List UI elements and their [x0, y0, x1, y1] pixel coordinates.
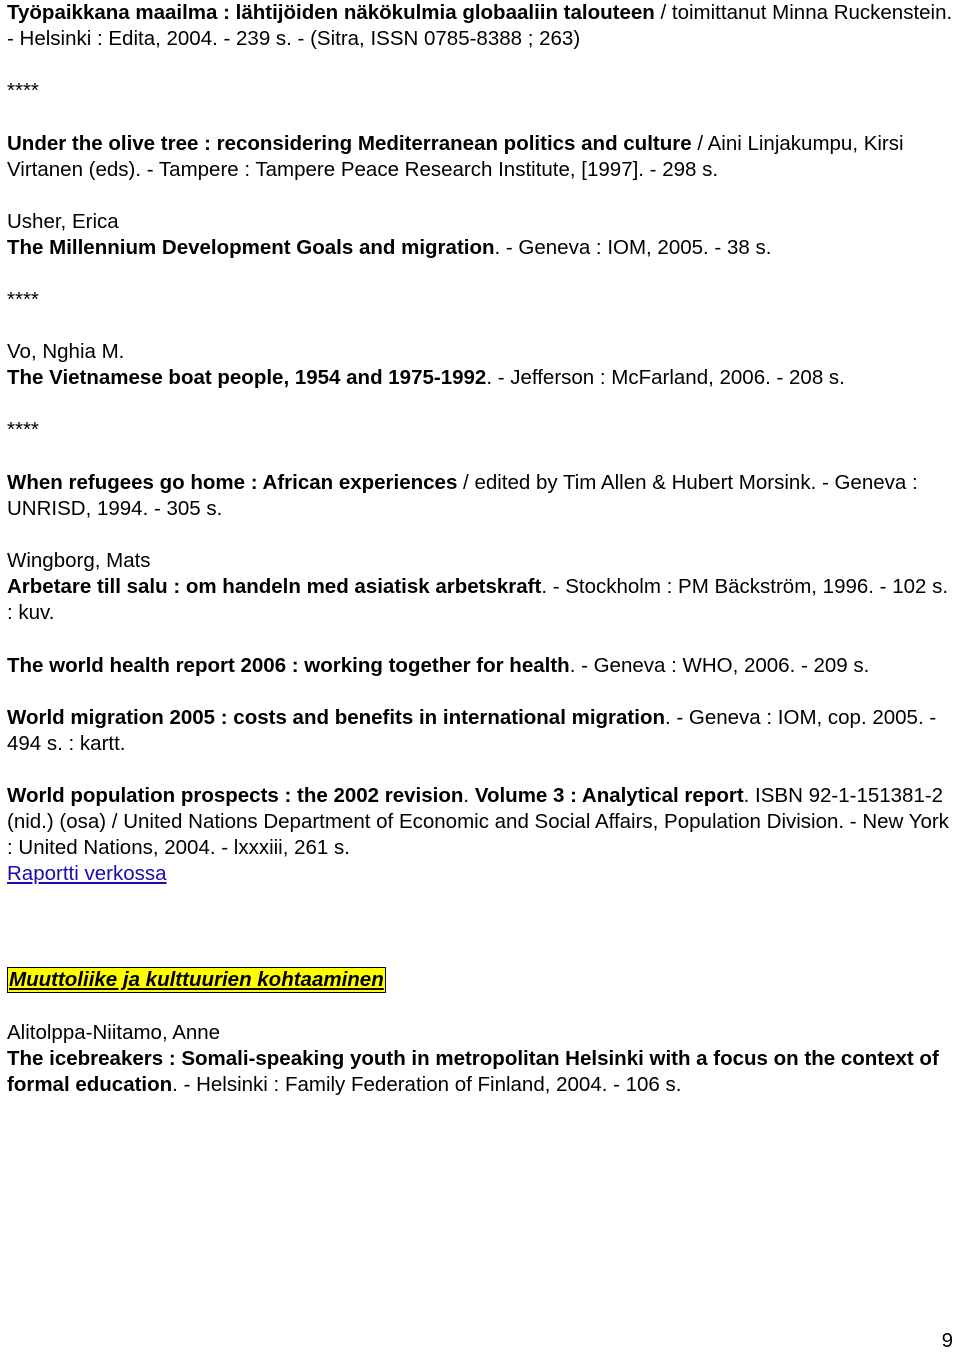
section-heading: Muuttoliike ja kulttuurien kohtaaminen [9, 968, 384, 991]
entry-title: When refugees go home : African experiences [7, 471, 458, 494]
bibliography-entry [7, 470, 955, 522]
bibliography-entry [7, 705, 955, 757]
entry-details: . - Stockholm : PM Bäckström, 1996. - 102 s. : kuv. [7, 575, 949, 624]
entry-details: . - Jefferson : McFarland, 2006. - 208 s. [486, 366, 845, 389]
entry-author: Vo, Nghia M. [7, 340, 125, 363]
entry-separator: . [463, 784, 475, 807]
bibliography-entry [7, 0, 955, 52]
bibliography-entry [7, 131, 955, 183]
entry-details: . - Helsinki : Family Federation of Finland, 2004. - 106 s. [172, 1073, 682, 1096]
page-number: 9 [941, 1329, 953, 1352]
bibliography-entry [7, 653, 955, 679]
entry-title: World population prospects : the 2002 revision [7, 784, 464, 807]
entry-title: Under the olive tree : reconsidering Mediterranean politics and culture [7, 132, 692, 155]
document-page [7, 0, 955, 1098]
bibliography-entry [7, 783, 955, 887]
entry-details: . - Geneva : WHO, 2006. - 209 s. [569, 654, 870, 677]
entry-title: The icebreakers : Somali-speaking youth in metropolitan Helsinki with a focus on the context of formal education [7, 1047, 939, 1096]
entry-details: . - Geneva : IOM, cop. 2005. - 494 s. : kartt. [7, 706, 937, 755]
bibliography-entry [7, 1020, 955, 1098]
entry-details: / Aini Linjakumpu, Kirsi Virtanen (eds). - Tampere : Tampere Peace Research Institute, [1997]. - 298 s. [7, 132, 904, 181]
separator-stars: **** [7, 79, 39, 102]
entry-details: / toimittanut Minna Ruckenstein. - Helsinki : Edita, 2004. - 239 s. - (Sitra, ISSN 0785-8388 ; 263) [7, 1, 953, 50]
entry-author: Usher, Erica [7, 210, 119, 233]
entry-title: World migration 2005 : costs and benefits in international migration [7, 706, 665, 729]
entry-author: Alitolppa-Niitamo, Anne [7, 1021, 221, 1044]
entry-title: The world health report 2006 : working together for health [7, 654, 570, 677]
entry-title: Arbetare till salu : om handeln med asiatisk arbetskraft [7, 575, 542, 598]
entry-details: . - Geneva : IOM, 2005. - 38 s. [494, 236, 772, 259]
separator-stars: **** [7, 418, 39, 441]
bibliography-entry [7, 548, 955, 626]
separator-stars: **** [7, 288, 39, 311]
bibliography-entry [7, 339, 955, 391]
entry-title: The Millennium Development Goals and migration [7, 236, 495, 259]
bibliography-entry [7, 209, 955, 261]
entry-details: / edited by Tim Allen & Hubert Morsink. - Geneva : UNRISD, 1994. - 305 s. [7, 471, 918, 520]
section-heading-wrapper [7, 967, 955, 993]
entry-volume-title: Volume 3 : Analytical report [474, 784, 744, 807]
entry-details: . ISBN 92-1-151381-2 (nid.) (osa) / United Nations Department of Economic and Social Affairs, Population Division. - New York : United Nations, 2004. - lxxxiii, 261 s. [7, 784, 949, 859]
entry-title: The Vietnamese boat people, 1954 and 1975-1992 [7, 366, 487, 389]
entry-author: Wingborg, Mats [7, 549, 151, 572]
online-report-link[interactable]: Raportti verkossa [7, 862, 167, 885]
entry-title: Työpaikkana maailma : lähtijöiden näkökulmia globaaliin talouteen [7, 1, 655, 24]
